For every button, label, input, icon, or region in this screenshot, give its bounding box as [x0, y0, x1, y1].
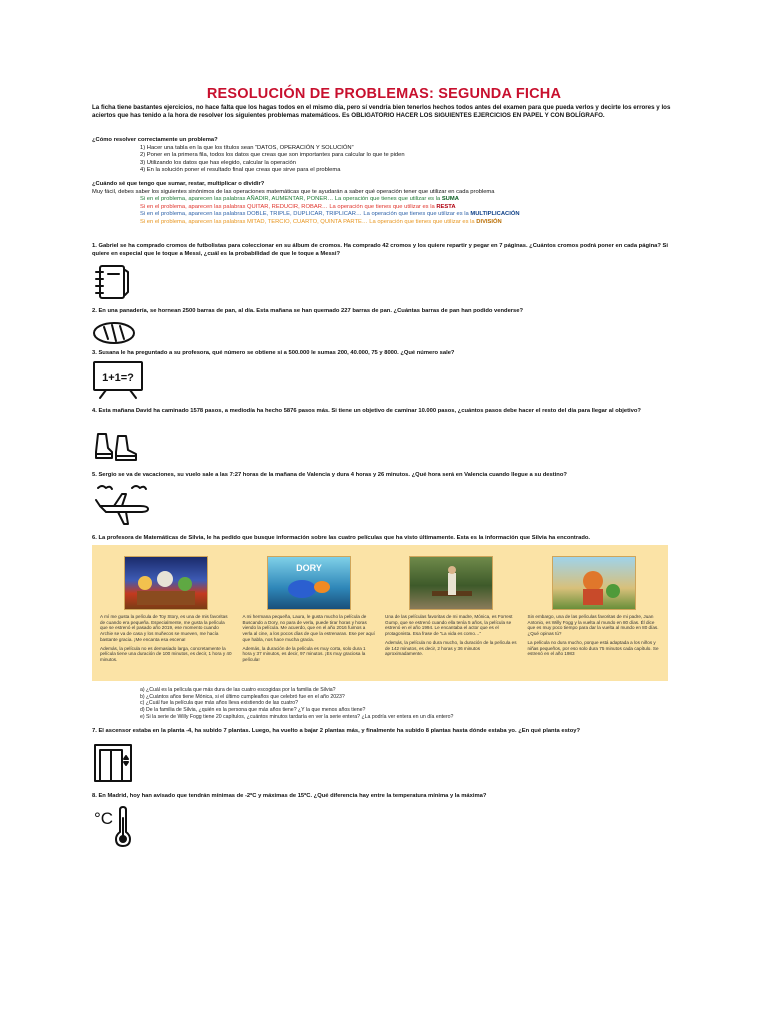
problem-2-text: 2. En una panadería, se hornean 2500 barras de pan, al día. Esta mañana se han quemado 227 barras de pan. ¿Cuántas barras de pan han podido venderse? — [92, 308, 524, 314]
problem-5-text: 5. Sergio se va de vacaciones, su vuelo sale a las 7:27 horas de la mañana de Valencia y dura 4 horas y 26 minutos. ¿Qué hora será en Valencia cuando llegue a su destino? — [92, 472, 567, 478]
movie-card-toy-story — [98, 550, 235, 676]
airplane-icon — [92, 482, 152, 528]
movie-card-forrest-gump — [383, 550, 520, 676]
subquestion: d) De la familia de Silvia, ¿quién es la persona que más años tiene? ¿Y la que menos años tiene? — [140, 707, 366, 714]
problem-6-text: 6. La profesora de Matemáticas de Silvia, le ha pedido que busque información sobre las cuatro películas que ha visto últimamente. Esta es la información que Silvia ha encontrado. — [92, 535, 591, 541]
operation-line-multiplicacion: Si en el problema, aparecen las palabras DOBLE, TRIPLE, DUPLICAR, TRIPLICAR… La operación que tienes que utilizar es la MULTIPLICACIÓN — [140, 211, 520, 218]
celsius-label: °C — [94, 809, 114, 828]
operations-heading: ¿Cuándo sé que tengo que sumar, restar, multiplicar o dividir? — [92, 181, 265, 187]
operation-line-division: Si en el problema, aparecen las palabras MITAD, TERCIO, CUARTO, QUINTA PARTE… La operación que tienes que utilizar es la DIVISIÓN — [140, 218, 502, 225]
how-to-step: 4) En la solución poner el resultado final que creas que sirve para el problema — [140, 167, 341, 174]
sneakers-icon — [92, 430, 140, 464]
willy-fogg-poster — [552, 556, 636, 610]
movie-card-text: Una de las películas favoritas de mi madre, Mónica, es Forrest Gump, que se estrenó cuando ella tenía 5 años, la película se estrenó en el año 1994. Le encantaba el actor que es el protagonista. Esa frase de “La vida es como…” Además, la película no dura mucho, la duración de la película es de 142 minutos, es decir, 2 horas y 36 minutos aproximadamente. — [385, 614, 517, 657]
intro-paragraph: La ficha tiene bastantes ejercicios, no hace falta que los hagas todos en el mismo día, pero sí vendría bien tenerlos hechos todos antes del examen para que pueda verlos y decirte los errores y los aciertos que has tenido a la hora de resolver los siguientes problemas matemáticos. Es OBLIGATORIO HACER LOS SIGUIENTES EJERCICIOS EN PAPEL Y CON BOLÍGRAFO. — [92, 104, 671, 120]
finding-dory-poster — [267, 556, 351, 610]
how-to-heading: ¿Cómo resolver correctamente un problema? — [92, 137, 218, 143]
forrest-gump-poster — [409, 556, 493, 610]
subquestion: c) ¿Cuál fue la película que más años lleva existiendo de las cuatro? — [140, 700, 299, 707]
notebook-icon — [92, 262, 132, 302]
how-to-step: 1) Hacer una tabla en la que los títulos sean “DATOS, OPERACIÓN Y SOLUCIÓN” — [140, 144, 354, 151]
movie-card-text: A mi hermana pequeña, Laura, le gusta mucho la película de Buscando a Dory, no para de verla, puede tirar horas y horas viendo la película. Me acuerdo, que en el año 2016 fuimos a verla al cine, a los pocos días de que la estrenaran. Ese per aquí que habla, nos hace mucha gracia. Además, la duración de la película es muy corta, solo dura 1 hora y 37 minutos, es decir, 97 minutos. ¡Es muy graciosa la película! — [242, 614, 375, 662]
problem-6-subquestions — [140, 687, 660, 721]
subquestion: b) ¿Cuántos años tiene Mónica, si el último cumpleaños que celebró fue en el año 2023? — [140, 693, 345, 700]
movie-card-willy-fogg — [526, 550, 663, 676]
movies-panel — [92, 545, 668, 681]
how-to-step: 2) Poner en la primera fila, todos los datos que creas que son importantes para calcular lo que te piden — [140, 152, 405, 159]
movie-card-text: A mí me gusta la película de Toy Story, es una de mis favoritas de cuando era pequeña. Especialmente, me gusta la película que se estrenó el pasado año 2019, ese momento cuando Archie se va de casa y los muñecos se mueven, me hacía bastante gracia. ¡Me encanta esa escena! Además, la película no es demasiado larga, concretamente la película tiene una duración de 100 minutos, es decir, 1 hora y 40 minutos. — [100, 614, 232, 662]
operation-line-suma: Si en el problema, aparecen las palabras AÑADIR, AUMENTAR, PONER… La operación que tienes que utilizar es la SUMA — [140, 196, 459, 203]
movie-card-text: Sin embargo, una de las películas favoritas de mi padre, Juan Antonio, es Willy Fogg y la vuelta al mundo en 80 días. Él dice que es muy poco tiempo para dar la vuelta al mundo en 80 días. ¿Qué opinas tú? La película no dura mucho, porque está adaptada a los niños y niñas pequeños, por eso solo dura 75 minutos cada capítulo. Se estrenó en el año 1983 — [527, 614, 659, 657]
toy-story-poster — [124, 556, 208, 610]
how-to-section — [92, 137, 682, 175]
how-to-step: 3) Utilizando los datos que has elegido, calcular la operación — [140, 159, 296, 166]
problem-8-text: 8. En Madrid, hoy han avisado que tendrán mínimas de -2ºC y máximas de 15ºC. ¿Qué diferencia hay entre la temperatura mínima y la máxima? — [92, 793, 487, 799]
subquestion: e) Si la serie de Willy Fogg tiene 20 capítulos, ¿cuántos minutos tardaría en ver la serie entera? ¿La podría ver entera en un día entero? — [140, 713, 454, 720]
movie-card-finding-dory — [241, 550, 378, 676]
page-title: RESOLUCIÓN DE PROBLEMAS: SEGUNDA FICHA — [206, 86, 562, 102]
operation-line-resta: Si en el problema, aparecen las palabras QUITAR, REDUCIR, ROBAR… La operación que tienes que utilizar es la RESTA — [140, 203, 456, 210]
problem-4-text: 4. Esta mañana David ha caminado 1578 pasos, a mediodía ha hecho 5876 pasos más. Si tiene un objetivo de caminar 10.000 pasos, ¿cuántos pasos debe hacer el resto del día para llegar al objetivo? — [92, 408, 641, 414]
dory-poster-title: DORY — [295, 563, 322, 573]
blackboard-icon — [92, 360, 144, 400]
problem-3-text: 3. Susana le ha preguntado a su profesora, qué número se obtiene si a 500.000 le sumas 200, 40.000, 75 y 8000. ¿Qué número sale? — [92, 350, 455, 356]
elevator-icon — [92, 742, 134, 784]
problem-7-text: 7. El ascensor estaba en la planta -4, ha subido 7 plantas. Luego, ha vuelto a bajar 2 plantas más, y finalmente ha subido 8 plantas hasta dónde estaba yo. ¿En qué planta estoy? — [92, 728, 581, 734]
blackboard-equation: 1+1=? — [102, 372, 134, 384]
subquestion: a) ¿Cuál es la película que más dura de las cuatro escogidas por la familia de Silvia? — [140, 687, 336, 693]
operations-section — [92, 181, 682, 227]
thermometer-icon — [92, 804, 138, 848]
problem-1-text: 1. Gabriel se ha comprado cromos de futbolistas para coleccionar en su álbum de cromos. Ha comprado 42 cromos y los quiere repartir y pegar en 7 páginas. ¿Cuántos cromos podrá poner en cada página? Si quiere en especial que le toque a Messi, ¿cuál es la probabilidad de que le toque a Messi? — [92, 243, 668, 257]
bread-icon — [92, 320, 136, 346]
operations-intro: Muy fácil, debes saber los siguientes sinónimos de las operaciones matemáticas que te ayudarán a saber qué operación tener que utilizar en cada problema — [92, 188, 495, 195]
